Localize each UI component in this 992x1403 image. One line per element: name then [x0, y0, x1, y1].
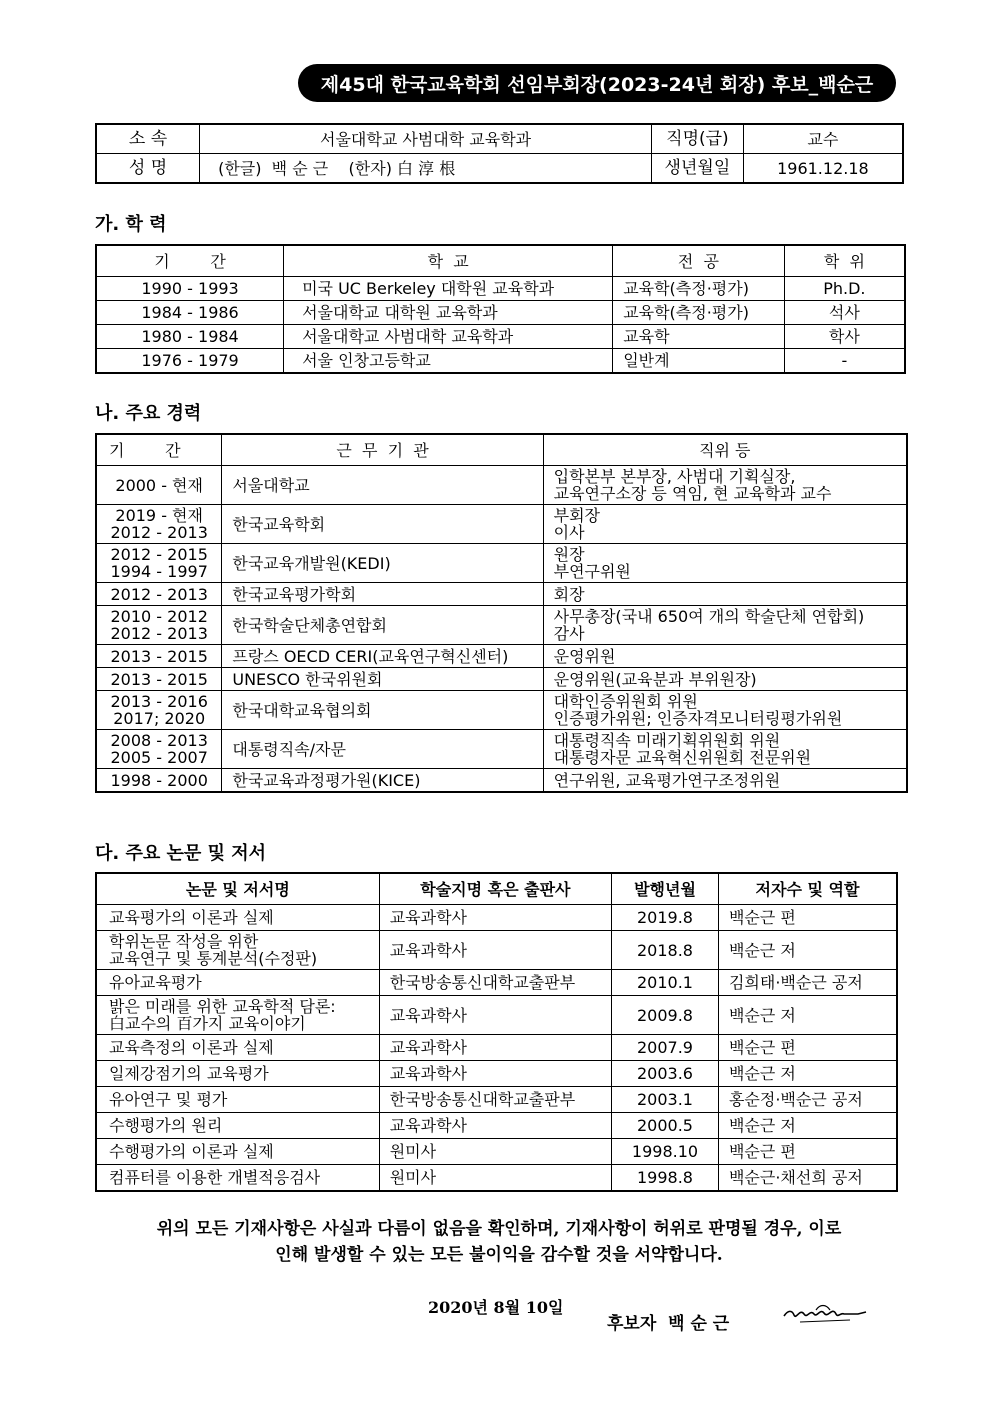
education-major: 교육학(측정·평가)	[613, 301, 785, 325]
papers-row	[96, 931, 897, 970]
paper-publisher: 교육과학사	[379, 905, 611, 931]
career-position-line: 교육연구소장 등 역임, 현 교육학과 교수	[553, 484, 832, 503]
name-value: (한글) 백 순 근 (한자) 白 淳 根	[200, 154, 652, 184]
papers-row	[96, 1165, 897, 1192]
paper-title	[96, 970, 379, 996]
paper-title-line: 수행평가의 이론과 실제	[109, 1142, 274, 1161]
career-row	[96, 583, 907, 606]
career-period-line: 1994 - 1997	[110, 562, 208, 581]
career-table	[95, 433, 908, 793]
education-school: 미국 UC Berkeley 대학원 교육학과	[284, 277, 613, 301]
paper-title-line: 교육연구 및 통계분석(수정판)	[109, 949, 318, 968]
career-position	[543, 505, 907, 544]
pledge-statement	[95, 1216, 903, 1268]
papers-row	[96, 996, 897, 1035]
education-heading: 가. 학 력	[95, 214, 167, 235]
papers-header-cell: 논문 및 저서명	[96, 873, 379, 905]
paper-title-line: 밝은 미래를 위한 교육학적 담론:	[109, 997, 336, 1016]
career-period-line: 2013 - 2015	[110, 646, 208, 666]
career-period-line: 2012 - 2013	[110, 584, 208, 604]
paper-title	[96, 1035, 379, 1061]
paper-role: 홍순정·백순근 공저	[718, 1087, 897, 1113]
papers-row	[96, 1113, 897, 1139]
paper-date: 2003.6	[612, 1061, 719, 1087]
career-position-line: 연구위원, 교육평가연구조정위원	[553, 770, 781, 790]
affil-value: 서울대학교 사범대학 교육학과	[200, 124, 652, 154]
career-period-line: 2012 - 2013	[110, 624, 208, 643]
career-row	[96, 544, 907, 583]
career-period-line: 2012 - 2013	[110, 523, 208, 542]
paper-title	[96, 1139, 379, 1165]
papers-row	[96, 1087, 897, 1113]
education-degree: -	[784, 349, 905, 374]
papers-table	[95, 872, 898, 1192]
career-header-cell: 기 간	[96, 434, 222, 466]
career-period-line: 2010 - 2012	[110, 607, 208, 626]
career-row	[96, 730, 907, 769]
papers-header-cell: 발행년월	[612, 873, 719, 905]
education-row	[96, 325, 905, 349]
career-period-line: 2013 - 2015	[110, 669, 208, 689]
pledge-line-2: 인해 발생할 수 있는 모든 불이익을 감수할 것을 서약합니다.	[275, 1245, 723, 1265]
position-label: 직명(급)	[652, 124, 744, 154]
education-row	[96, 301, 905, 325]
paper-title-line: 수행평가의 원리	[109, 1116, 223, 1135]
paper-role: 백순근 저	[718, 1113, 897, 1139]
papers-header-cell: 저자수 및 역할	[718, 873, 897, 905]
career-row	[96, 769, 907, 793]
education-header-cell: 전 공	[613, 245, 785, 277]
paper-role: 백순근 저	[718, 931, 897, 970]
position-value: 교수	[743, 124, 903, 154]
paper-publisher: 교육과학사	[379, 931, 611, 970]
paper-date: 1998.8	[612, 1165, 719, 1192]
paper-publisher: 한국방송통신대학교출판부	[379, 970, 611, 996]
paper-role: 김희태·백순근 공저	[718, 970, 897, 996]
career-position-line: 대통령직속 미래기획위원회 위원	[553, 731, 781, 750]
paper-publisher: 원미사	[379, 1165, 611, 1192]
career-period-line: 1998 - 2000	[110, 770, 208, 790]
birth-value: 1961.12.18	[743, 154, 903, 184]
career-period	[96, 466, 222, 505]
career-position	[543, 730, 907, 769]
papers-heading: 다. 주요 논문 및 저서	[95, 843, 267, 864]
career-position-line: 운영위원(교육분과 부위원장)	[553, 669, 757, 689]
paper-title-line: 일제강점기의 교육평가	[109, 1064, 269, 1083]
papers-header-cell: 학술지명 혹은 출판사	[379, 873, 611, 905]
career-row	[96, 505, 907, 544]
papers-row	[96, 1061, 897, 1087]
career-position	[543, 544, 907, 583]
education-school: 서울대학교 대학원 교육학과	[284, 301, 613, 325]
name-label: 성 명	[96, 154, 200, 184]
education-header-cell: 기 간	[96, 245, 284, 277]
paper-publisher: 한국방송통신대학교출판부	[379, 1087, 611, 1113]
career-position-line: 부회장	[553, 506, 600, 525]
paper-publisher: 원미사	[379, 1139, 611, 1165]
sign-date: 2020년 8월 10일	[428, 1298, 564, 1317]
education-major: 교육학(측정·평가)	[613, 277, 785, 301]
career-row	[96, 606, 907, 645]
education-header-row	[96, 245, 905, 277]
career-header-cell: 직위 등	[543, 434, 907, 466]
papers-header-row	[96, 873, 897, 905]
paper-publisher: 교육과학사	[379, 1113, 611, 1139]
paper-role: 백순근 편	[718, 905, 897, 931]
career-position-line: 운영위원	[553, 646, 616, 666]
paper-date: 2018.8	[612, 931, 719, 970]
career-period	[96, 645, 222, 668]
paper-title	[96, 905, 379, 931]
paper-title-line: 유아연구 및 평가	[109, 1090, 228, 1109]
paper-role: 백순근 편	[718, 1035, 897, 1061]
career-period	[96, 606, 222, 645]
career-org: 서울대학교	[222, 466, 543, 505]
paper-title-line: 학위논문 작성을 위한	[109, 932, 259, 951]
paper-role: 백순근 저	[718, 996, 897, 1035]
career-heading: 나. 주요 경력	[95, 403, 202, 424]
education-table	[95, 244, 906, 374]
info-table	[95, 123, 904, 184]
papers-row	[96, 970, 897, 996]
career-org: 한국대학교육협의회	[222, 691, 543, 730]
papers-row	[96, 1139, 897, 1165]
career-period	[96, 668, 222, 691]
affil-label: 소 속	[96, 124, 200, 154]
education-period: 1976 - 1979	[96, 349, 284, 374]
career-period-line: 2013 - 2016	[110, 692, 208, 711]
education-major: 교육학	[613, 325, 785, 349]
career-org: 한국교육개발원(KEDI)	[222, 544, 543, 583]
paper-date: 2000.5	[612, 1113, 719, 1139]
career-period-line: 2017; 2020	[113, 709, 206, 728]
career-header-row	[96, 434, 907, 466]
paper-date: 2009.8	[612, 996, 719, 1035]
career-period-line: 2005 - 2007	[110, 748, 208, 767]
birth-label: 생년월일	[652, 154, 744, 184]
career-period-line: 2019 - 현재	[115, 506, 203, 525]
career-row	[96, 691, 907, 730]
education-period: 1980 - 1984	[96, 325, 284, 349]
career-org: 한국학술단체총연합회	[222, 606, 543, 645]
career-org: 대통령직속/자문	[222, 730, 543, 769]
education-header-cell: 학 교	[284, 245, 613, 277]
career-position	[543, 645, 907, 668]
career-position-line: 이사	[553, 523, 585, 542]
education-school: 서울 인창고등학교	[284, 349, 613, 374]
paper-title	[96, 1165, 379, 1192]
education-degree: 학사	[784, 325, 905, 349]
career-position	[543, 769, 907, 793]
education-row	[96, 349, 905, 374]
career-org: 한국교육평가학회	[222, 583, 543, 606]
education-major: 일반계	[613, 349, 785, 374]
signature-image	[780, 1300, 870, 1330]
career-position-line: 회장	[553, 584, 585, 604]
paper-title	[96, 996, 379, 1035]
career-position	[543, 466, 907, 505]
paper-title-line: 교육측정의 이론과 실제	[109, 1038, 274, 1057]
career-position-line: 인증평가위원; 인증자격모니터링평가위원	[553, 709, 843, 728]
career-header-cell: 근 무 기 관	[222, 434, 543, 466]
career-period-line: 2012 - 2015	[110, 545, 208, 564]
paper-publisher: 교육과학사	[379, 1061, 611, 1087]
education-row	[96, 277, 905, 301]
career-position-line: 입학본부 본부장, 사범대 기획실장,	[553, 467, 796, 486]
career-org: UNESCO 한국위원회	[222, 668, 543, 691]
career-position	[543, 691, 907, 730]
paper-title	[96, 931, 379, 970]
paper-title-line: 컴퓨터를 이용한 개별적응검사	[109, 1168, 321, 1187]
career-period	[96, 691, 222, 730]
education-school: 서울대학교 사범대학 교육학과	[284, 325, 613, 349]
career-period	[96, 505, 222, 544]
paper-date: 2010.1	[612, 970, 719, 996]
career-period	[96, 583, 222, 606]
pledge-line-1: 위의 모든 기재사항은 사실과 다름이 없음을 확인하며, 기재사항이 허위로 판명될 경우, 이로	[156, 1219, 842, 1239]
career-position-line: 사무총장(국내 650여 개의 학술단체 연합회)	[553, 607, 865, 626]
career-position	[543, 606, 907, 645]
paper-role: 백순근·채선희 공저	[718, 1165, 897, 1192]
career-period	[96, 769, 222, 793]
paper-publisher: 교육과학사	[379, 1035, 611, 1061]
document-title: 제45대 한국교육학회 선임부회장(2023-24년 회장) 후보_백순근	[298, 64, 896, 102]
paper-title	[96, 1113, 379, 1139]
paper-date: 2019.8	[612, 905, 719, 931]
education-header-cell: 학 위	[784, 245, 905, 277]
career-period-line: 2008 - 2013	[110, 731, 208, 750]
career-position-line: 원장	[553, 545, 585, 564]
career-org: 프랑스 OECD CERI(교육연구혁신센터)	[222, 645, 543, 668]
education-degree: 석사	[784, 301, 905, 325]
paper-role: 백순근 편	[718, 1139, 897, 1165]
paper-title	[96, 1061, 379, 1087]
career-position-line: 감사	[553, 624, 585, 643]
paper-title-line: 白교수의 百가지 교육이야기	[109, 1014, 306, 1033]
paper-date: 2007.9	[612, 1035, 719, 1061]
paper-title-line: 교육평가의 이론과 실제	[109, 908, 274, 927]
paper-role: 백순근 저	[718, 1061, 897, 1087]
career-org: 한국교육학회	[222, 505, 543, 544]
paper-date: 1998.10	[612, 1139, 719, 1165]
career-period	[96, 544, 222, 583]
career-period	[96, 730, 222, 769]
education-period: 1984 - 1986	[96, 301, 284, 325]
papers-row	[96, 905, 897, 931]
career-period-line: 2000 - 현재	[115, 475, 203, 495]
career-org: 한국교육과정평가원(KICE)	[222, 769, 543, 793]
candidate-name: 후보자 백 순 근	[607, 1314, 730, 1334]
paper-date: 2003.1	[612, 1087, 719, 1113]
paper-title-line: 유아교육평가	[109, 973, 202, 992]
paper-title	[96, 1087, 379, 1113]
career-position	[543, 583, 907, 606]
career-position-line: 대학인증위원회 위원	[553, 692, 698, 711]
education-period: 1990 - 1993	[96, 277, 284, 301]
career-row	[96, 645, 907, 668]
paper-publisher: 교육과학사	[379, 996, 611, 1035]
papers-row	[96, 1035, 897, 1061]
career-row	[96, 466, 907, 505]
career-row	[96, 668, 907, 691]
career-position-line: 부연구위원	[553, 562, 631, 581]
career-position-line: 대통령자문 교육혁신위원회 전문위원	[553, 748, 812, 767]
career-position	[543, 668, 907, 691]
education-degree: Ph.D.	[784, 277, 905, 301]
